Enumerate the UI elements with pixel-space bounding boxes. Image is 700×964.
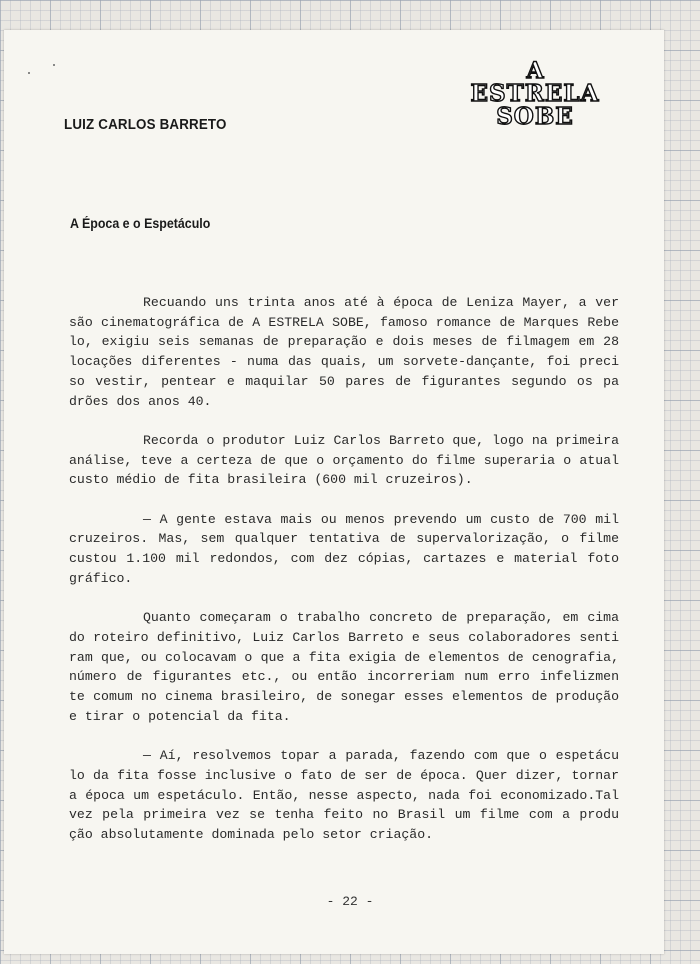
paper-speck — [28, 72, 30, 74]
text-line: cruzeiros. Mas, sem qualquer tentativa de supervalorização, o filme — [69, 531, 619, 547]
text-line: custo médio de fita brasileira (600 mil cruzeiros). — [69, 472, 473, 488]
text-line: Quanto começaram o trabalho concreto de preparação, em cima — [143, 610, 619, 626]
text-line: Recorda o produtor Luiz Carlos Barreto que, logo na primeira — [143, 432, 619, 448]
text-line: e tirar o potencial da fita. — [69, 708, 291, 724]
paper-speck — [53, 64, 55, 66]
text-line: — Aí, resolvemos topar a parada, fazendo com que o espetácu — [143, 748, 619, 764]
paragraph — [69, 431, 619, 490]
text-line: custou 1.100 mil redondos, com dez cópias, cartazes e material foto — [69, 551, 619, 567]
author-name: LUIZ CARLOS BARRETO — [64, 117, 227, 133]
text-line: lo, exigiu seis semanas de preparação e dois meses de filmagem em 28 — [69, 334, 619, 350]
text-line: ção absolutamente dominada pelo setor criação. — [69, 826, 434, 842]
text-line: locações diferentes - numa das quais, um sorvete-dançante, foi preci — [69, 354, 619, 370]
text-line: — A gente estava mais ou menos prevendo um custo de 700 mil — [143, 511, 619, 527]
text-line: ram que, ou colocavam o que a fita exigia de elementos de cenografia, — [69, 649, 619, 665]
paragraph — [69, 510, 619, 589]
paragraph — [69, 746, 619, 845]
text-line: gráfico. — [69, 570, 133, 586]
paragraph — [69, 608, 619, 726]
paragraph — [69, 293, 619, 411]
text-line: número de figurantes etc., ou então incorreriam num erro infelizmen — [69, 669, 619, 685]
logo-line: SOBE — [496, 103, 574, 130]
logo-line: A — [526, 58, 544, 84]
logo-line: ESTRELA — [470, 80, 600, 107]
text-line: são cinematográfica de A ESTRELA SOBE, famoso romance de Marques Rebe — [69, 314, 619, 330]
title-logo — [450, 60, 620, 128]
text-line: drões dos anos 40. — [69, 393, 212, 409]
page-number: - 22 - — [326, 894, 374, 909]
text-line: do roteiro definitivo, Luiz Carlos Barreto e seus colaboradores senti — [69, 629, 619, 645]
text-line: Recuando uns trinta anos até à época de Leniza Mayer, a ver — [143, 295, 619, 310]
text-line: te comum no cinema brasileiro, de sonegar esses elementos de produção — [69, 689, 619, 705]
section-title: A Época e o Espetáculo — [70, 216, 211, 231]
text-line: lo da fita fosse inclusive o fato de ser de época. Quer dizer, tornar — [69, 767, 619, 783]
article-body — [69, 293, 619, 864]
text-line: so vestir, pentear e maquilar 50 pares de figurantes segundo os pa — [69, 373, 619, 389]
text-line: a época um espetáculo. Então, nesse aspecto, nada foi economizado.Tal — [69, 787, 619, 803]
text-line: vez pela primeira vez se tenha feito no Brasil um filme com a produ — [69, 807, 619, 823]
text-line: análise, teve a certeza de que o orçamento do filme superaria o atual — [69, 452, 619, 468]
